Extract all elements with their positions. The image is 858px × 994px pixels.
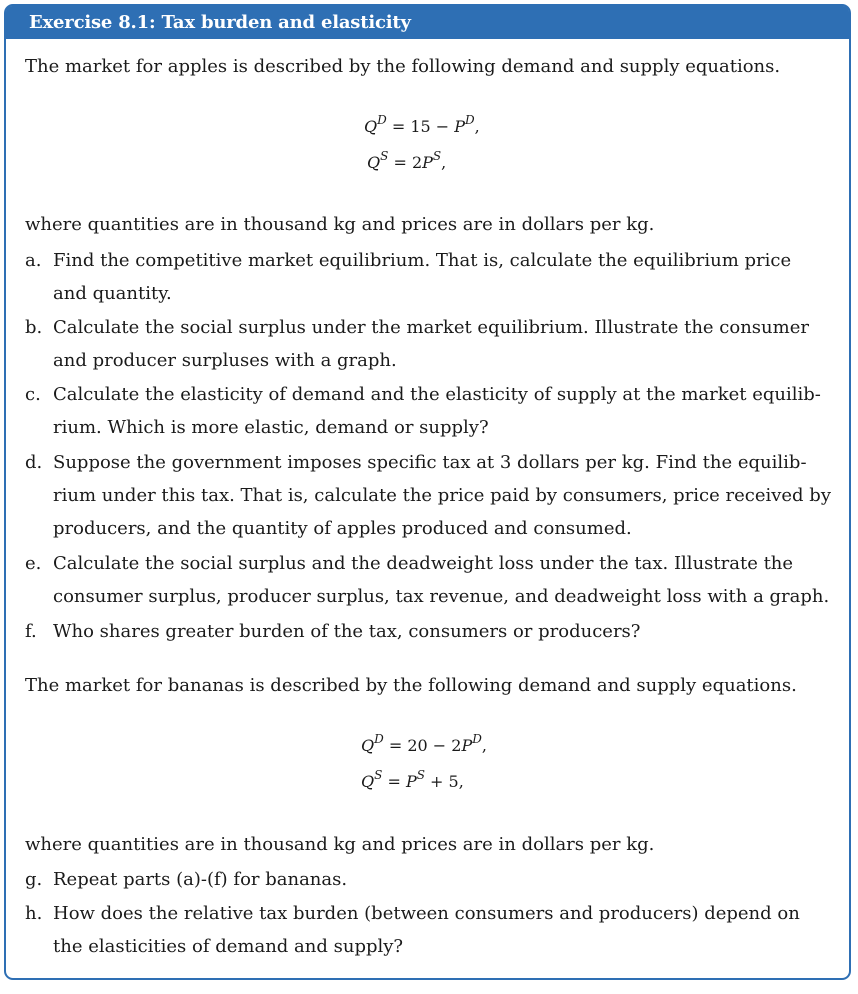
- eq-lhs-sup: D: [377, 113, 387, 127]
- eq-tail: ,: [474, 117, 480, 136]
- item-text: Repeat parts (a)-(f) for bananas.: [53, 869, 348, 890]
- item-text: Who shares greater burden of the tax, consumers or producers?: [53, 621, 641, 642]
- eq-var: P: [454, 117, 466, 136]
- exercise-title: Exercise 8.1: Tax burden and elasticity: [29, 12, 411, 33]
- exercise-header: [6, 6, 849, 39]
- list-item: [25, 903, 800, 957]
- bananas-intro: The market for bananas is described by the following demand and supply equations.: [25, 675, 797, 696]
- eq-lhs: Q: [361, 736, 375, 755]
- list-item: [25, 452, 831, 539]
- eq-rel: = 15 −: [386, 117, 455, 136]
- item-label: e.: [25, 553, 42, 574]
- item-text-cont: and quantity.: [53, 283, 172, 304]
- item-text-cont: producers, and the quantity of apples produced and consumed.: [53, 518, 632, 539]
- eq-tail: ,: [481, 736, 487, 755]
- eq-var: P: [422, 153, 433, 172]
- eq-rel: = 20 − 2: [383, 736, 462, 755]
- list-item: [25, 317, 809, 371]
- item-text-cont: rium. Which is more elastic, demand or supply?: [53, 417, 489, 438]
- eq-var: P: [405, 772, 417, 791]
- eq-lhs-sup: D: [374, 732, 384, 746]
- item-label: f.: [25, 621, 37, 642]
- item-text: Calculate the social surplus under the market equilibrium. Illustrate the consumer: [53, 317, 809, 338]
- apples-intro: The market for apples is described by the following demand and supply equations.: [25, 56, 781, 77]
- list-item: [25, 869, 347, 890]
- eq-var-sup: S: [416, 768, 425, 782]
- eq-var-sup: S: [432, 149, 442, 163]
- eq-var-sup: D: [465, 113, 475, 127]
- item-text-cont: the elasticities of demand and supply?: [53, 936, 404, 957]
- eq-var-sup: D: [472, 732, 482, 746]
- list-item: [25, 553, 830, 607]
- eq-tail: + 5,: [424, 772, 464, 791]
- eq-tail: ,: [441, 153, 447, 172]
- bananas-where: where quantities are in thousand kg and prices are in dollars per kg.: [25, 834, 655, 855]
- item-text-cont: rium under this tax. That is, calculate the price paid by consumers, price received by: [53, 485, 831, 506]
- item-text: Find the competitive market equilibrium. That is, calculate the equilibrium price: [53, 250, 792, 271]
- eq-var: P: [461, 736, 473, 755]
- item-text: Calculate the social surplus and the deadweight loss under the tax. Illustrate the: [53, 553, 794, 574]
- list-item: [25, 621, 640, 642]
- eq-lhs-sup: S: [374, 768, 383, 782]
- item-label: d.: [25, 452, 43, 473]
- item-text: How does the relative tax burden (between consumers and producers) depend on: [53, 903, 800, 924]
- eq-rel: = 2: [388, 153, 423, 172]
- bananas-demand-equation: [361, 732, 487, 755]
- eq-lhs-sup: S: [380, 149, 389, 163]
- bananas-supply-equation: [361, 768, 464, 791]
- item-label: h.: [25, 903, 43, 924]
- list-item: [25, 250, 792, 304]
- eq-lhs: Q: [364, 117, 378, 136]
- eq-lhs: Q: [367, 153, 381, 172]
- list-item: [25, 384, 821, 438]
- item-label: b.: [25, 317, 43, 338]
- item-text: Suppose the government imposes specific tax at 3 dollars per kg. Find the equilib-: [53, 452, 807, 473]
- eq-lhs: Q: [361, 772, 375, 791]
- item-label: g.: [25, 869, 43, 890]
- item-label: a.: [25, 250, 42, 271]
- eq-rel: =: [382, 772, 406, 791]
- item-text-cont: and producer surpluses with a graph.: [53, 350, 397, 371]
- apples-where: where quantities are in thousand kg and prices are in dollars per kg.: [25, 214, 655, 235]
- apples-demand-equation: [364, 113, 480, 136]
- item-text: Calculate the elasticity of demand and the elasticity of supply at the market equilib-: [53, 384, 821, 405]
- item-label: c.: [25, 384, 41, 405]
- apples-supply-equation: [367, 149, 447, 172]
- item-text-cont: consumer surplus, producer surplus, tax revenue, and deadweight loss with a graph.: [53, 586, 830, 607]
